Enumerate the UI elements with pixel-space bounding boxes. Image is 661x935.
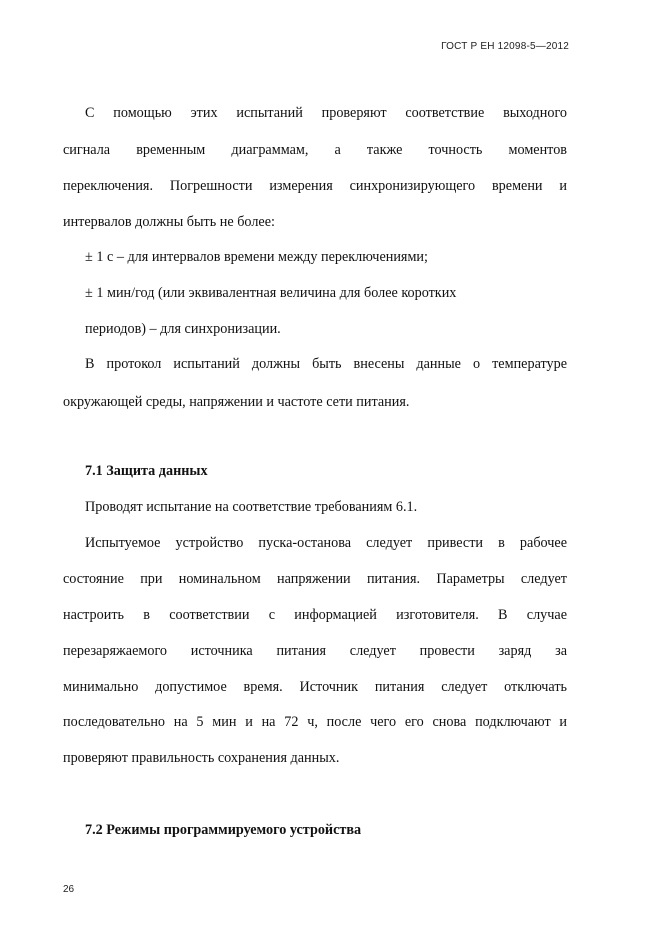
intro-line-2: сигнала временным диаграммам, а также точность моментов xyxy=(63,142,567,158)
list-item-intervals: ± 1 с – для интервалов времени между переключениями; xyxy=(85,249,428,265)
section-7-1-p2-line-5: минимально допустимое время. Источник питания следует отключать xyxy=(63,679,567,695)
list-item-sync-line-2: периодов) – для синхронизации. xyxy=(85,321,281,337)
page-number: 26 xyxy=(63,884,75,895)
section-7-1-heading: 7.1 Защита данных xyxy=(85,463,208,479)
section-7-1-p2-line-1: Испытуемое устройство пуска-останова следует привести в рабочее xyxy=(85,535,567,551)
section-7-1-p2-line-4: перезаряжаемого источника питания следует провести заряд за xyxy=(63,643,567,659)
section-7-1-p2-line-3: настроить в соответствии с информацией изготовителя. В случае xyxy=(63,607,567,623)
intro-line-1: С помощью этих испытаний проверяют соответствие выходного xyxy=(85,105,567,121)
section-7-1-p1: Проводят испытание на соответствие требованиям 6.1. xyxy=(85,499,418,515)
protocol-line-1: В протокол испытаний должны быть внесены данные о температуре xyxy=(85,356,567,372)
section-7-1-p2-line-7: проверяют правильность сохранения данных. xyxy=(63,750,340,766)
intro-line-4: интервалов должны быть не более: xyxy=(63,214,275,230)
section-7-1-p2-line-6: последовательно на 5 мин и на 72 ч, после чего его снова подключают и xyxy=(63,714,567,730)
list-item-sync-line-1: ± 1 мин/год (или эквивалентная величина для более коротких xyxy=(85,285,457,301)
intro-line-3: переключения. Погрешности измерения синхронизирующего времени и xyxy=(63,178,567,194)
section-7-1-p2-line-2: состояние при номинальном напряжении питания. Параметры следует xyxy=(63,571,567,587)
protocol-line-2: окружающей среды, напряжении и частоте сети питания. xyxy=(63,394,410,410)
section-7-2-heading: 7.2 Режимы программируемого устройства xyxy=(85,822,362,838)
document-header-code: ГОСТ Р ЕН 12098-5—2012 xyxy=(441,41,569,52)
